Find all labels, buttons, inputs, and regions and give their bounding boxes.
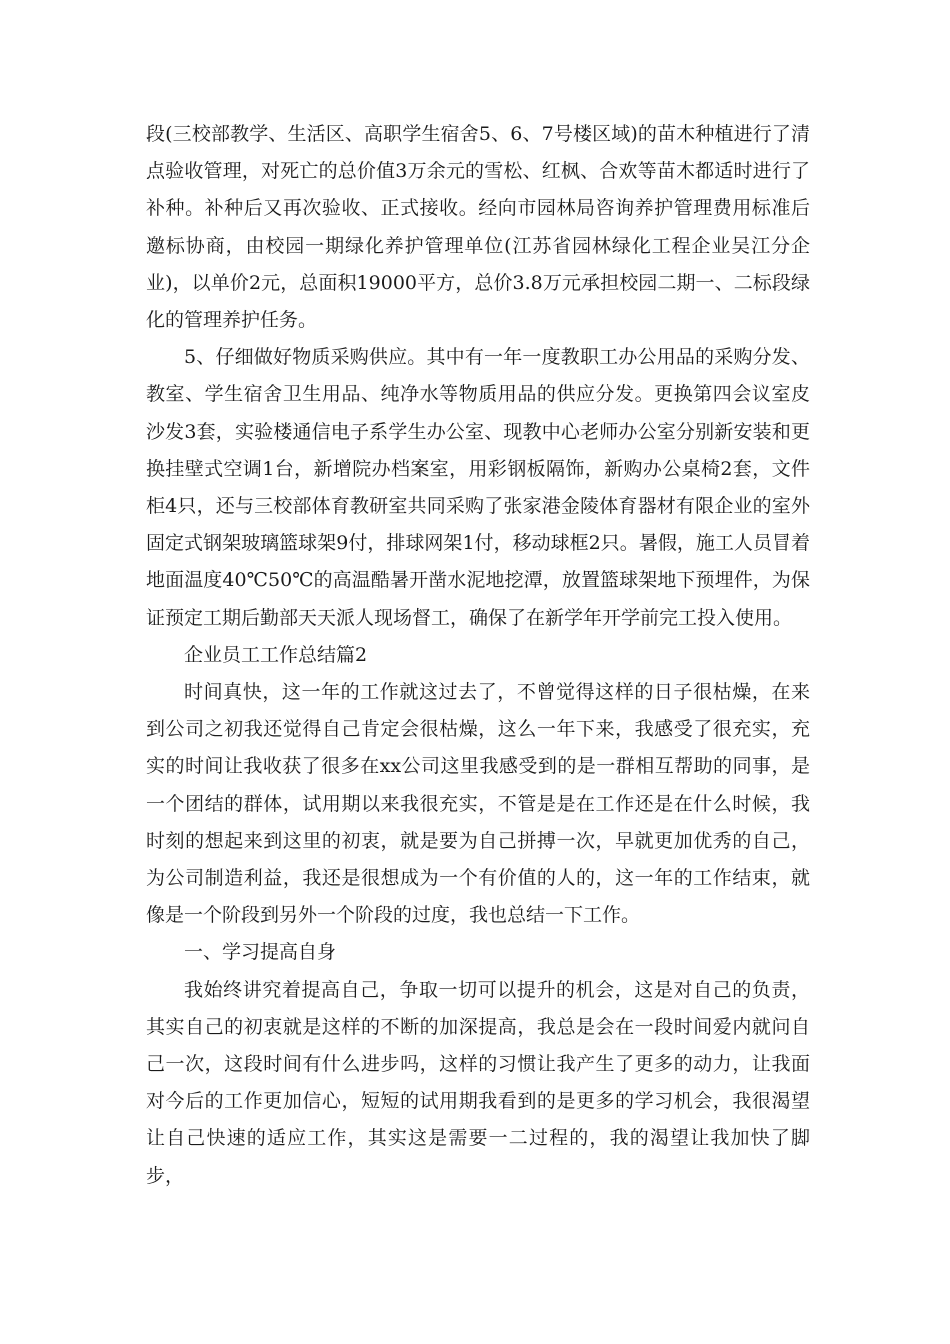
document-body <box>146 116 810 1195</box>
heading-self-improvement: 一、学习提高自身 <box>184 941 337 964</box>
paragraph-greening-maintenance: 段(三校部教学、生活区、高职学生宿舍5、6、7号楼区域)的苗木种植进行了清点验收管理，对死亡的总价值3万余元的雪松、红枫、合欢等苗木都适时进行了补种。补种后又再次验收、正式接收。经向市园林局咨询养护管理费用标准后邀标协商，由校园一期绿化养护管理单位(江苏省园林绿化工程企业吴江分企业)，以单价2元，总面积19000平方，总价3.8万元承担校园二期一、二标段绿化的管理养护任务。 <box>146 123 810 332</box>
section-title-part2: 企业员工工作总结篇2 <box>184 643 368 666</box>
paragraph-self-improvement: 我始终讲究着提高自己，争取一切可以提升的机会，这是对自己的负责，其实自己的初衷就是这样的不断的加深提高，我总是会在一段时间爱内就问自己一次，这段时间有什么进步吗，这样的习惯让我产生了更多的动力，让我面对今后的工作更加信心，短短的试用期我看到的是更多的学习机会，我很渴望让自己快速的适应工作，其实这是需要一二过程的，我的渴望让我加快了脚步， <box>146 978 810 1187</box>
paragraph-year-summary: 时间真快，这一年的工作就这过去了，不曾觉得这样的日子很枯燥，在来到公司之初我还觉得自己肯定会很枯燥，这么一年下来，我感受了很充实，充实的时间让我收获了很多在xx公司这里我感受到的是一群相互帮助的同事，是一个团结的群体，试用期以来我很充实，不管是是在工作还是在什么时候，我时刻的想起来到这里的初衷，就是要为自己拼搏一次，早就更加优秀的自己，为公司制造利益，我还是很想成为一个有价值的人的，这一年的工作结束，就像是一个阶段到另外一个阶段的过度，我也总结一下工作。 <box>146 681 810 927</box>
paragraph-procurement: 5、仔细做好物质采购供应。其中有一年一度教职工办公用品的采购分发、教室、学生宿舍卫生用品、纯净水等物质用品的供应分发。更换第四会议室皮沙发3套，实验楼通信电子系学生办公室、现教中心老师办公室分别新安装和更换挂壁式空调1台，新增院办档案室，用彩钢板隔饰，新购办公桌椅2套，文件柜4只，还与三校部体育教研室共同采购了张家港金陵体育器材有限企业的室外固定式钢架玻璃篮球架9付，排球网架1付，移动球框2只。暑假，施工人员冒着地面温度40℃50℃的高温酷暑开凿水泥地挖潭，放置篮球架地下预埋件，为保证预定工期后勤部天天派人现场督工，确保了在新学年开学前完工投入使用。 <box>146 346 810 629</box>
